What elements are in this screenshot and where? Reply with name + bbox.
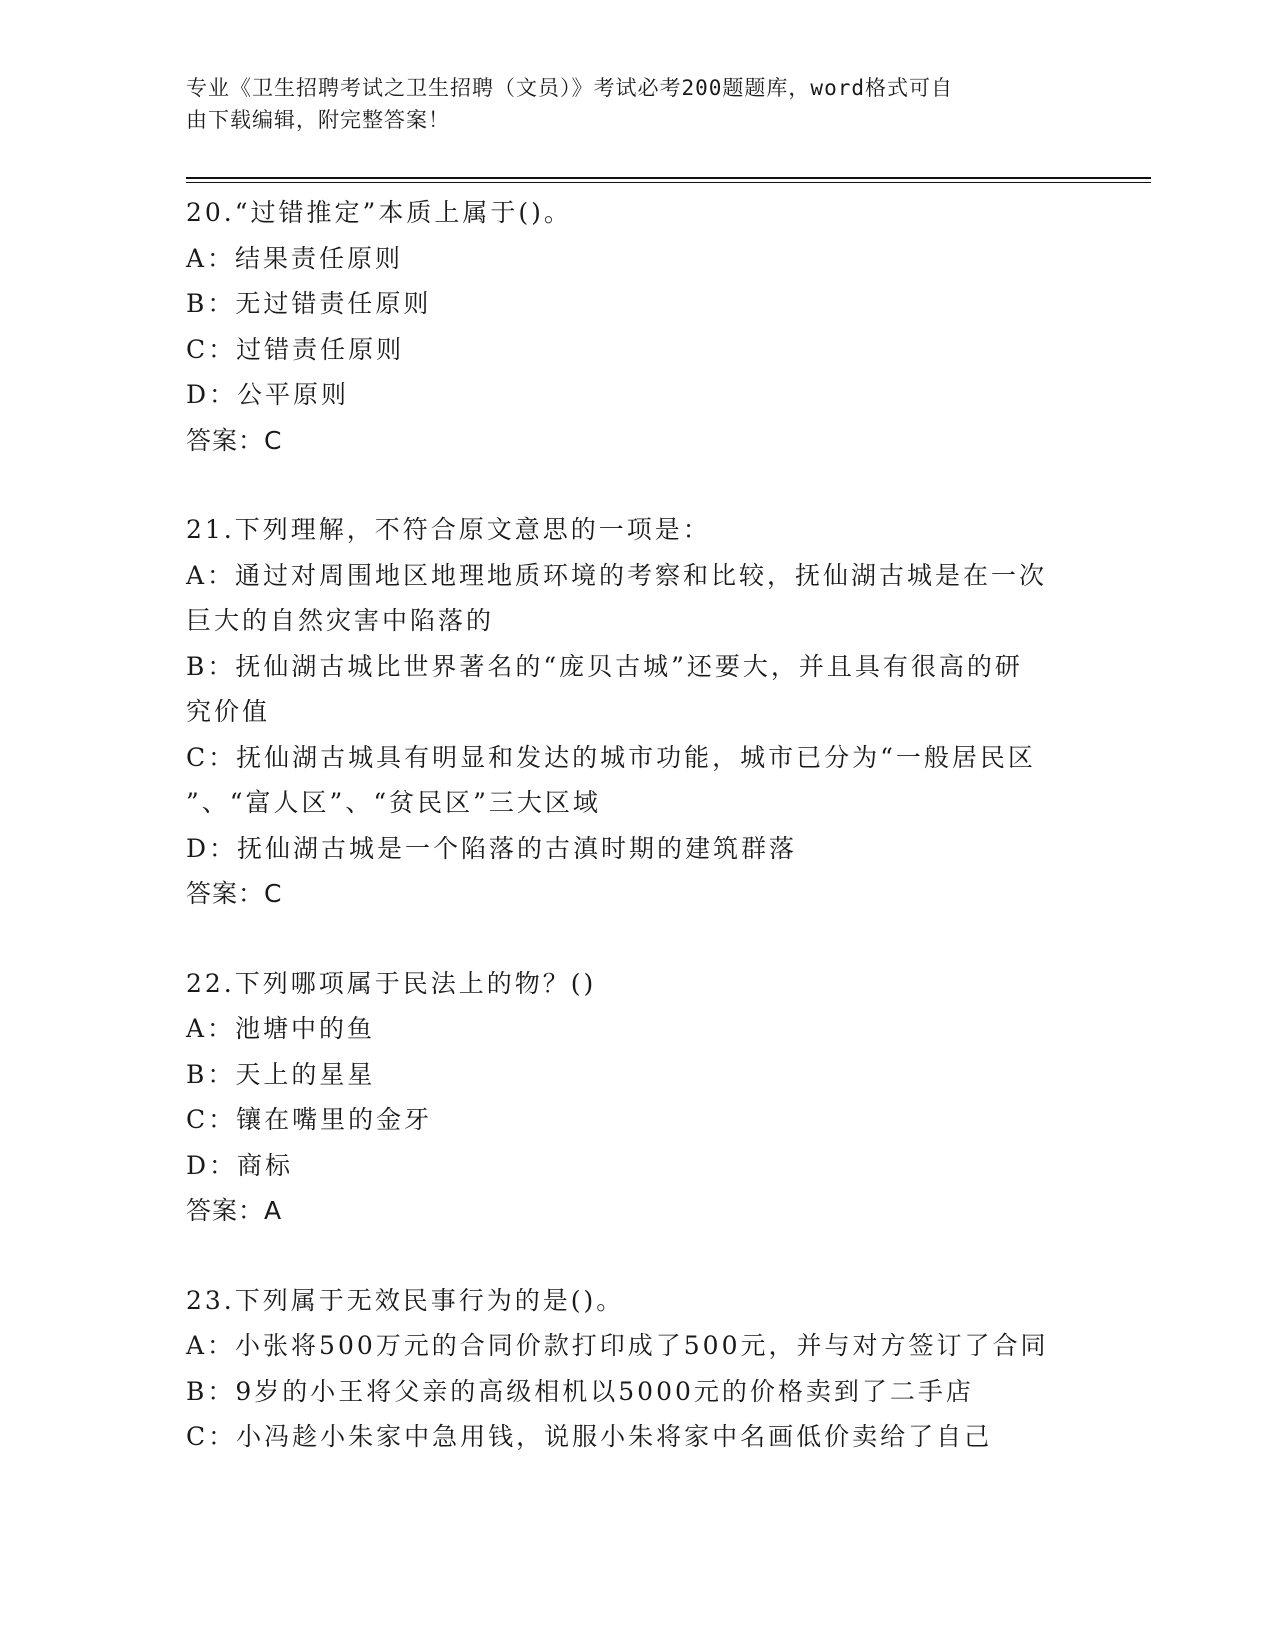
option-line: D：抚仙湖古城是一个陷落的古滇时期的建筑群落 bbox=[186, 833, 798, 863]
option-line: B：无过错责任原则 bbox=[186, 289, 432, 318]
answer-line: 答案：C bbox=[186, 425, 283, 455]
answer-line: 答案：A bbox=[186, 1196, 283, 1225]
option-line: B：抚仙湖古城比世界著名的“庞贝古城”还要大，并且具有很高的研 bbox=[186, 651, 1023, 681]
option-line: C：小冯趁小朱家中急用钱，说服小朱将家中名画低价卖给了自己 bbox=[186, 1422, 993, 1451]
question-20 bbox=[186, 190, 1086, 463]
question-21 bbox=[186, 507, 1086, 917]
answer-line: 答案：C bbox=[186, 879, 283, 908]
option-line: B：天上的星星 bbox=[186, 1059, 376, 1089]
question-stem: 23.下列属于无效民事行为的是()。 bbox=[186, 1285, 625, 1315]
header-rule-thick bbox=[186, 177, 1151, 179]
option-line: D：商标 bbox=[186, 1150, 294, 1180]
document-header: 专业《卫生招聘考试之卫生招聘（文员）》考试必考200题题库，word格式可自 由下载编辑，附完整答案！ bbox=[186, 76, 953, 132]
question-22 bbox=[186, 961, 1086, 1234]
option-line: A：结果责任原则 bbox=[186, 243, 404, 273]
option-line: C：过错责任原则 bbox=[186, 334, 405, 364]
option-line: C：抚仙湖古城具有明显和发达的城市功能，城市已分为“一般居民区 bbox=[186, 742, 1036, 772]
option-line: C：镶在嘴里的金牙 bbox=[186, 1105, 433, 1134]
option-line: ”、“富人区”、“贫民区”三大区域 bbox=[186, 788, 601, 817]
option-line: A：小张将500万元的合同价款打印成了500元，并与对方签订了合同 bbox=[186, 1331, 1049, 1360]
question-stem: 22.下列哪项属于民法上的物？() bbox=[186, 968, 597, 998]
option-line: 巨大的自然灾害中陷落的 bbox=[186, 606, 495, 635]
option-line: B：9岁的小王将父亲的高级相机以5000元的价格卖到了二手店 bbox=[186, 1376, 974, 1406]
option-line: A：通过对周围地区地理地质环境的考察和比较，抚仙湖古城是在一次 bbox=[186, 560, 1048, 590]
question-list bbox=[186, 190, 1086, 1504]
option-line: 究价值 bbox=[186, 697, 271, 726]
option-line: D：公平原则 bbox=[186, 380, 350, 409]
question-stem: 21.下列理解，不符合原文意思的一项是： bbox=[186, 515, 711, 544]
question-23 bbox=[186, 1278, 1086, 1460]
question-stem: 20.“过错推定”本质上属于()。 bbox=[186, 198, 572, 227]
option-line: A：池塘中的鱼 bbox=[186, 1014, 376, 1043]
header-rule-thin bbox=[186, 182, 1151, 183]
